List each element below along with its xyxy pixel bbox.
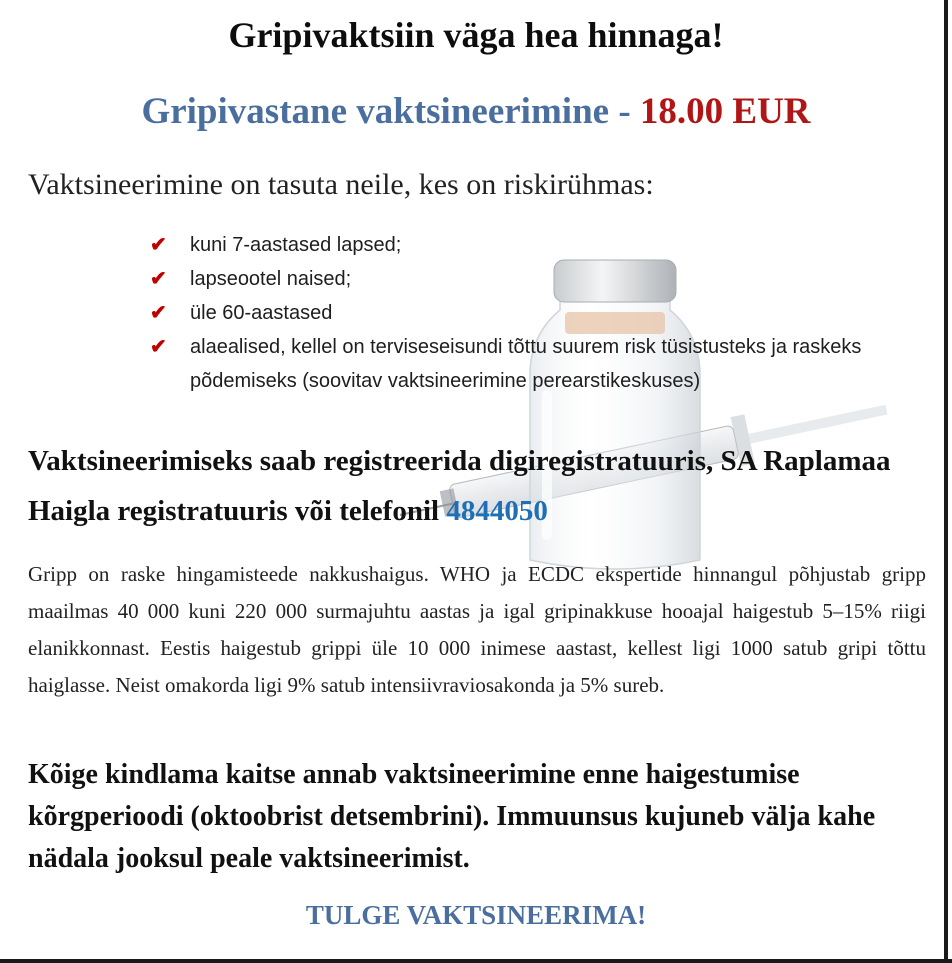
checkmark-icon: ✔ [150, 302, 167, 324]
closing-paragraph: Kõige kindlama kaitse annab vaktsineerimine enne haigestumise kõrgperioodi (oktoobrist detsembrini). Immuunsus kujuneb välja kahe nädala jooksul peale vaktsineerimist. [28, 759, 876, 874]
right-border [944, 0, 948, 963]
registration-info [28, 436, 928, 536]
list-item: ✔ lapseootel naised; [150, 262, 910, 296]
phone-number: 4844050 [446, 495, 548, 527]
intro-text: Vaktsineerimine on tasuta neile, kes on riskirühmas: [28, 168, 654, 201]
headline: Gripivaktsiin väga hea hinnaga! [228, 15, 724, 55]
checkmark-icon: ✔ [150, 268, 167, 290]
offer-separator: - [609, 91, 640, 132]
risk-group-list [150, 228, 910, 398]
checkmark-icon: ✔ [150, 234, 167, 256]
checkmark-icon: ✔ [150, 336, 167, 358]
call-to-action: TULGE VAKTSINEERIMA! [305, 900, 647, 930]
price: 18.00 EUR [639, 91, 811, 132]
registration-text: Vaktsineerimiseks saab registreerida digiregistratuuris, SA Raplamaa Haigla registratuuris või telefonil [28, 445, 891, 527]
list-item: ✔ alaealised, kellel on terviseseisundi tõttu suurem risk tüsistusteks ja raskeks põdemiseks (soovitav vaktsineerimine perearstikeskuses) [150, 330, 910, 398]
flu-info-paragraph: Gripp on raske hingamisteede nakkushaigus. WHO ja ECDC ekspertide hinnangul põhjustab gripp maailmas 40 000 kuni 220 000 surmajuhtu aastas ja igal gripinakkuse hooajal haigestub 5–15% riigi elanikkonnast. Eestis haigestub grippi üle 10 000 inimese aastast, kellest ligi 1000 satub gripi tõttu haiglasse. Neist omakorda ligi 9% satub intensiivraviosakonda ja 5% sureb. [28, 562, 926, 697]
offer-line [0, 90, 952, 133]
bottom-border [0, 959, 952, 963]
list-item: ✔ üle 60-aastased [150, 296, 910, 330]
service-name: Gripivastane vaktsineerimine [141, 91, 610, 132]
list-item: ✔ kuni 7-aastased lapsed; [150, 228, 910, 262]
